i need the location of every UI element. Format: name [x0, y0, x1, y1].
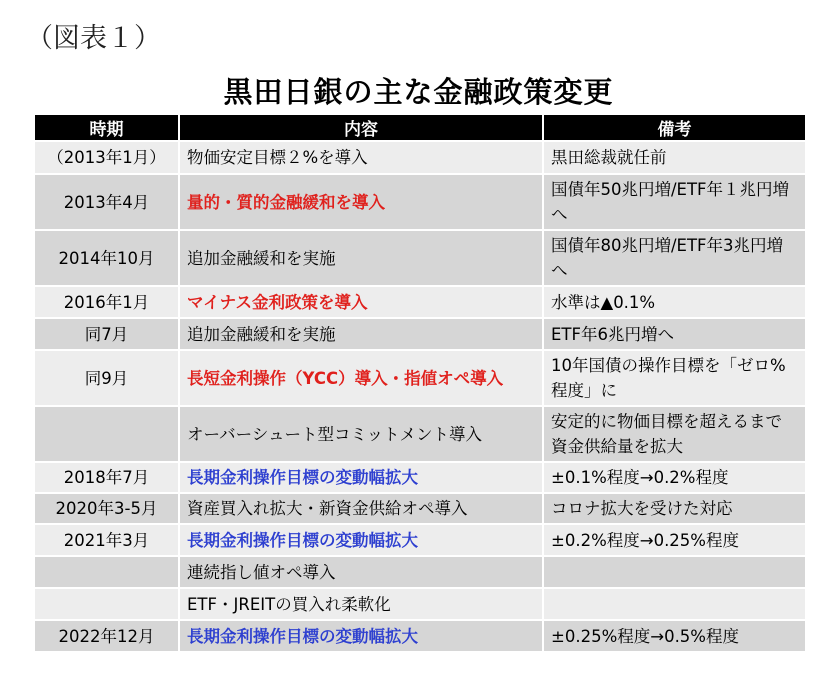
header-remarks: 備考	[544, 115, 805, 140]
table-row	[35, 319, 805, 349]
header-content: 内容	[180, 115, 542, 140]
row-content: 長期金利操作目標の変動幅拡大	[180, 463, 542, 492]
row-period: 同9月	[35, 351, 178, 405]
row-content: 物価安定目標２%を導入	[180, 142, 542, 173]
row-remarks: 国債年80兆円増/ETF年3兆円増へ	[544, 231, 805, 285]
row-content: 長短金利操作（YCC）導入・指値オペ導入	[180, 351, 542, 405]
row-period: 2013年4月	[35, 175, 178, 229]
row-period: 2020年3-5月	[35, 494, 178, 523]
row-period: （2013年1月）	[35, 142, 178, 173]
row-remarks: 10年国債の操作目標を「ゼロ%程度」に	[544, 351, 805, 405]
table-row	[35, 407, 805, 461]
row-content: 長期金利操作目標の変動幅拡大	[180, 525, 542, 555]
row-period: 2022年12月	[35, 621, 178, 651]
row-period: 2016年1月	[35, 287, 178, 317]
row-period: 同7月	[35, 319, 178, 349]
row-period	[35, 589, 178, 619]
row-remarks: ±0.1%程度→0.2%程度	[544, 463, 805, 492]
table-row	[35, 351, 805, 405]
row-content: ETF・JREITの買入れ柔軟化	[180, 589, 542, 619]
row-content: 長期金利操作目標の変動幅拡大	[180, 621, 542, 651]
figure-label: （図表１）	[26, 23, 161, 54]
row-content: 連続指し値オペ導入	[180, 557, 542, 587]
row-content: オーバーシュート型コミットメント導入	[180, 407, 542, 461]
row-remarks: 安定的に物価目標を超えるまで資金供給量を拡大	[544, 407, 805, 461]
row-remarks: 国債年50兆円増/ETF年１兆円増へ	[544, 175, 805, 229]
table-row	[35, 557, 805, 587]
table-row	[35, 525, 805, 555]
row-remarks: 黒田総裁就任前	[544, 142, 805, 173]
table-row	[35, 494, 805, 523]
row-remarks: コロナ拡大を受けた対応	[544, 494, 805, 523]
table-row	[35, 589, 805, 619]
row-content: 追加金融緩和を実施	[180, 231, 542, 285]
table-row	[35, 621, 805, 651]
table-row	[35, 463, 805, 492]
row-remarks	[544, 589, 805, 619]
row-remarks	[544, 557, 805, 587]
row-remarks: ±0.2%程度→0.25%程度	[544, 525, 805, 555]
row-remarks: ETF年6兆円増へ	[544, 319, 805, 349]
table-title: 黒田日銀の主な金融政策変更	[223, 75, 614, 109]
table-row	[35, 142, 805, 173]
row-period: 2018年7月	[35, 463, 178, 492]
row-period	[35, 407, 178, 461]
table-row	[35, 175, 805, 229]
row-period: 2021年3月	[35, 525, 178, 555]
row-content: 資産買入れ拡大・新資金供給オペ導入	[180, 494, 542, 523]
row-content: 追加金融緩和を実施	[180, 319, 542, 349]
row-content: 量的・質的金融緩和を導入	[180, 175, 542, 229]
row-period	[35, 557, 178, 587]
header-period: 時期	[35, 115, 178, 140]
table-row	[35, 231, 805, 285]
row-remarks: ±0.25%程度→0.5%程度	[544, 621, 805, 651]
header-row	[35, 115, 805, 140]
row-period: 2014年10月	[35, 231, 178, 285]
row-remarks: 水準は▲0.1%	[544, 287, 805, 317]
table-row	[35, 287, 805, 317]
row-content: マイナス金利政策を導入	[180, 287, 542, 317]
policy-table	[33, 113, 807, 653]
